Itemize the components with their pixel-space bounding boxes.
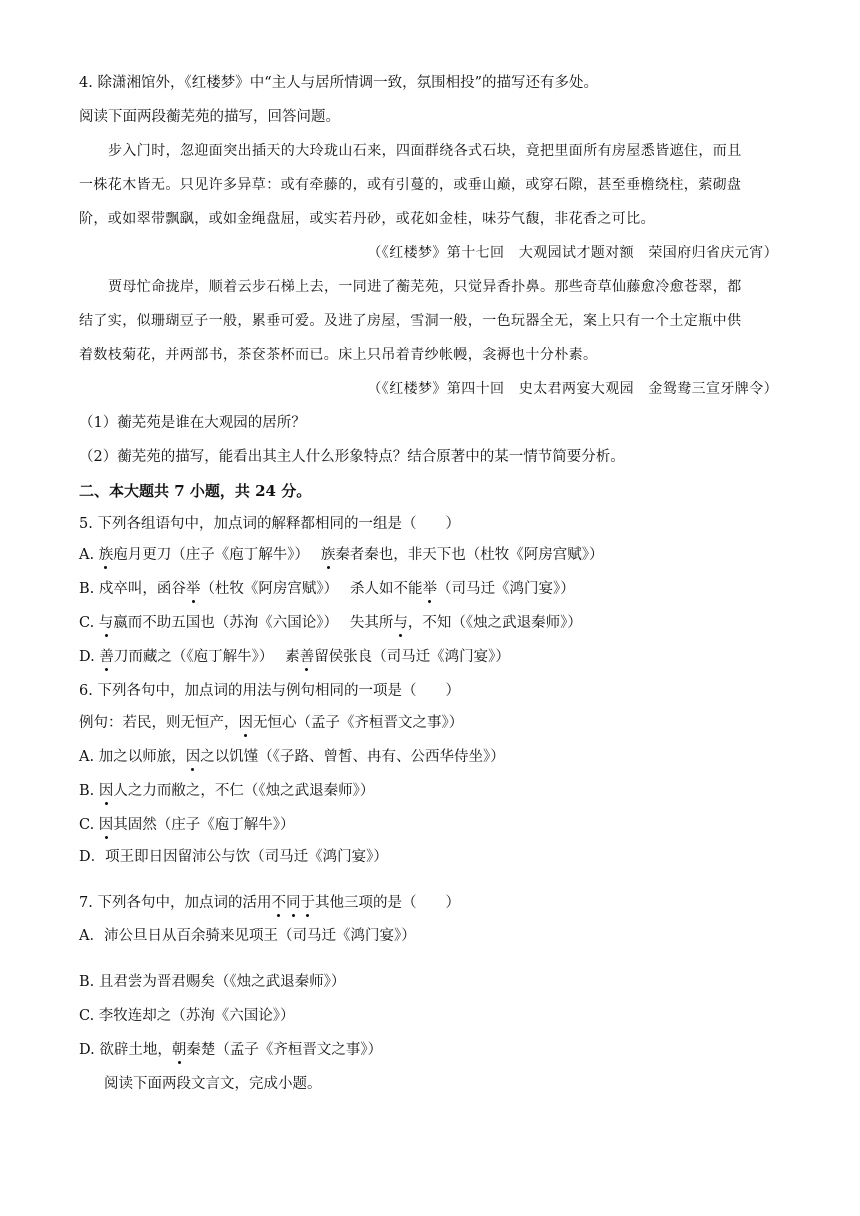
stem-text: 其他三项的是（ ） (314, 895, 460, 911)
option-text: （司马迁《鸿门宴》） (436, 581, 575, 597)
q4-instruction: 阅读下面两段蘅芜苑的描写，回答问题。 (79, 109, 340, 125)
option-text: 人之力而敝之，不仁（《烛之武退秦师》） (113, 783, 375, 799)
dotted-word: 朝 (171, 1042, 187, 1058)
dotted-word: 同 (285, 895, 301, 911)
option-text: 秦楚（孟子《齐桓晋文之事》） (186, 1042, 383, 1058)
option-text: ，不知（《烛之武退秦师》） (407, 615, 582, 631)
section-heading: 二、本大题共 7 小题，共 24 分。 (79, 482, 312, 500)
q6-option-c (79, 815, 295, 835)
q7-option-d (79, 1040, 382, 1060)
dotted-word: 举 (422, 581, 437, 597)
q4-sub1: （1）蘅芜苑是谁在大观园的居所？ (79, 415, 306, 431)
dotted-word: 因 (185, 749, 201, 765)
q5-option-c (79, 613, 582, 633)
option-text: A. (79, 547, 99, 563)
passage2-line1: 贾母忙命拢岸，顺着云步石梯上去，一同进了蘅芜苑，只觉异香扑鼻。那些奇草仙藤愈冷愈苍翠，都 (108, 279, 742, 295)
option-text: D (79, 849, 91, 865)
option-text: C. (79, 615, 99, 631)
dotted-word: 族 (98, 547, 114, 563)
q5-option-d (79, 647, 510, 667)
q7-option-b: B. 且君尝为晋君赐矣（《烛之武退秦师》） (79, 974, 346, 990)
dotted-word: 因 (98, 817, 114, 833)
option-text: （杜牧《阿房宫赋》） 杀人如不能 (200, 581, 423, 597)
dotted-word: 与 (393, 615, 408, 631)
q6-option-b (79, 781, 374, 801)
option-text: 嬴而不助五国也（苏洵《六国论》） 失其所 (113, 615, 394, 631)
option-text: 之以饥馑（《子路、曾皙、冉有、公西华侍坐》） (200, 749, 505, 765)
dotted-word: 因 (238, 715, 253, 731)
q7-option-c: C. 李牧连却之（苏洵《六国论》） (79, 1008, 295, 1024)
option-text: 项王即日因留沛公与饮（司马迁《鸿门宴》） (105, 849, 388, 865)
q4-intro: 4. 除潇湘馆外，《红楼梦》中“主人与居所情调一致，氛围相投”的描写还有多处。 (79, 75, 599, 91)
passage2-line3: 着数枝菊花，并两部书，茶奁茶杯而已。床上只吊着青纱帐幔，衾褥也十分朴素。 (79, 347, 598, 363)
next-instruction: 阅读下面两段文言文，完成小题。 (104, 1076, 322, 1092)
q7-option-a (79, 926, 416, 946)
dotted-word: 善 (299, 649, 315, 665)
dotted-word: 族 (320, 547, 336, 563)
dotted-word: 与 (98, 615, 114, 631)
option-text: A. 加之以师旅， (79, 749, 186, 765)
option-text: B. 戍卒叫，函谷 (79, 581, 186, 597)
passage2-line2: 结了实，似珊瑚豆子一般，累垂可爱。及进了房屋，雪洞一般，一色玩器全无，案上只有一个土定瓶中供 (79, 313, 742, 329)
option-text: ． (90, 849, 106, 865)
option-text: ． (89, 928, 104, 944)
stem-text: 7. 下列各句中，加点词的活用 (79, 895, 272, 911)
option-text: B. (79, 783, 99, 799)
q5-option-b (79, 579, 575, 599)
example-text: 无恒心（孟子《齐桓晋文之事》） (253, 715, 464, 731)
option-text: 其固然（庄子《庖丁解牛》） (113, 817, 295, 833)
q7-stem (79, 893, 460, 913)
dotted-word: 因 (98, 783, 114, 799)
option-text: A (79, 928, 90, 944)
q6-example (79, 713, 463, 733)
option-text: 沛公旦日从百余骑来见项王（司马迁《鸿门宴》） (103, 928, 416, 944)
q6-option-a (79, 747, 505, 767)
dotted-word: 善 (99, 649, 114, 665)
option-text: 刀而藏之（《庖丁解牛》） 素 (113, 649, 300, 665)
q6-stem: 6. 下列各句中，加点词的用法与例句相同的一项是（ ） (79, 683, 460, 699)
q6-option-d (79, 847, 388, 867)
option-text: 留侯张良（司马迁《鸿门宴》） (314, 649, 510, 665)
option-text: C. (79, 817, 99, 833)
option-text: 秦者秦也，非天下也（杜牧《阿房宫赋》） (335, 547, 604, 563)
example-text: 例句：若民，则无恒产， (79, 715, 239, 731)
passage2-source: （《红楼梦》第四十回 史太君两宴大观园 金鸳鸯三宣牙牌令） (367, 381, 778, 397)
passage1-line1: 步入门时，忽迎面突出插天的大玲珑山石来，四面群绕各式石块，竟把里面所有房屋悉皆遮住，而且 (108, 143, 742, 159)
option-text: D. (79, 649, 100, 665)
passage1-line2: 一株花木皆无。只见许多异草：或有牵藤的，或有引蔓的，或垂山巅，或穿石隙，甚至垂檐绕柱，萦砌盘 (79, 177, 742, 193)
option-text: 庖月更刀（庄子《庖丁解牛》） (113, 547, 321, 563)
option-text: D. 欲辟土地， (79, 1042, 172, 1058)
dotted-word: 不 (271, 895, 286, 911)
dotted-word: 举 (185, 581, 201, 597)
q5-option-a (79, 545, 604, 565)
q5-stem: 5. 下列各组语句中，加点词的解释都相同的一组是（ ） (79, 516, 460, 532)
dotted-word: 于 (300, 895, 315, 911)
q4-sub2: （2）蘅芜苑的描写，能看出其主人什么形象特点？结合原著中的某一情节简要分析。 (79, 449, 625, 465)
passage1-source: （《红楼梦》第十七回 大观园试才题对额 荣国府归省庆元宵） (367, 245, 778, 261)
passage1-line3: 阶，或如翠带飘飖，或如金绳盘屈，或实若丹砂，或花如金桂，味芬气馥，非花香之可比。 (79, 211, 655, 227)
